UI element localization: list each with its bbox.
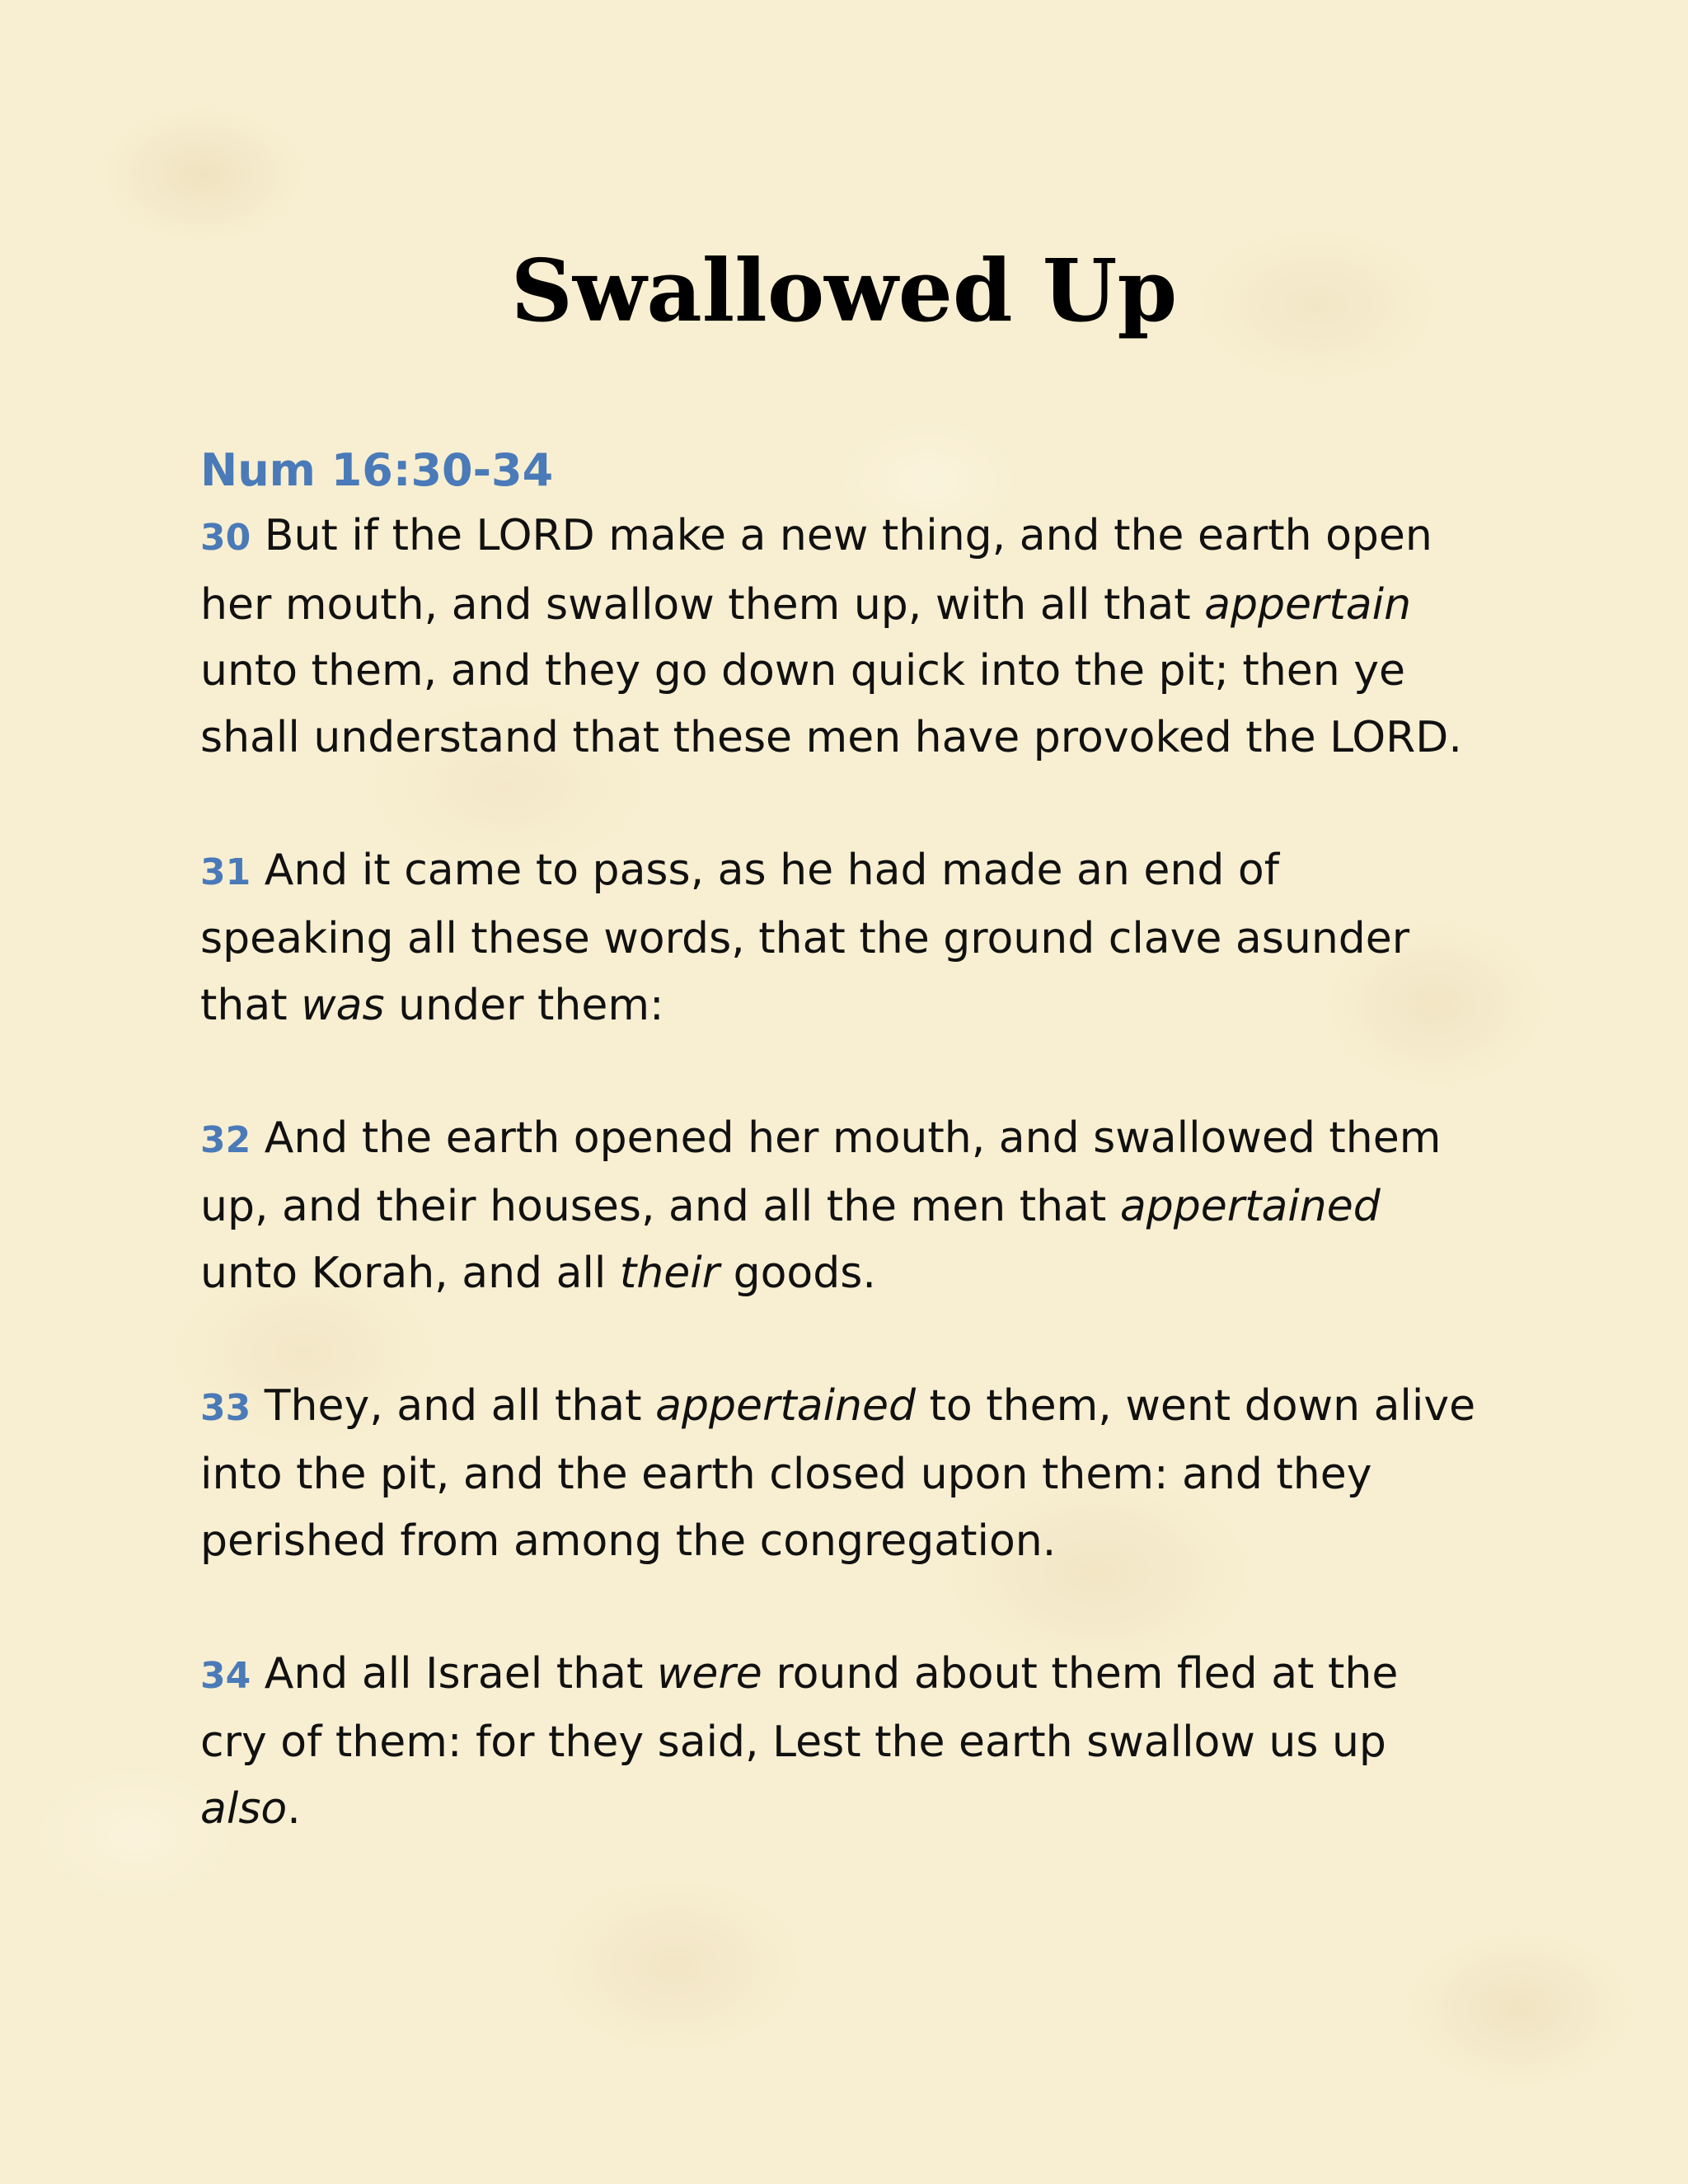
italic-text: their <box>619 1248 720 1298</box>
verse-list <box>200 503 1519 1842</box>
verse-line <box>200 972 1519 1039</box>
verse-text: shall understand that these men have provoked the LORD. <box>200 712 1462 762</box>
verse <box>200 1373 1519 1575</box>
verse-text: to them, went down alive <box>916 1380 1476 1431</box>
verse-text: cry of them: for they said, Lest the earth swallow us up <box>200 1718 1386 1767</box>
verse-text: up, and their houses, and all the men that <box>200 1182 1120 1231</box>
verse-number: 33 <box>200 1386 251 1429</box>
verse-number: 30 <box>200 517 251 559</box>
verse-text: And it came to pass, as he had made an end of <box>251 845 1280 895</box>
verse-text: And all Israel that <box>251 1648 657 1699</box>
verse-line <box>200 1105 1519 1174</box>
verse-number: 31 <box>200 851 251 893</box>
verse-line <box>200 705 1519 771</box>
verse-text: They, and all that <box>251 1380 656 1431</box>
page-title: Swallowed Up <box>510 240 1178 341</box>
italic-text: also <box>200 1783 288 1834</box>
verse-line <box>200 837 1519 907</box>
italic-text: appertained <box>655 1380 917 1431</box>
italic-text: appertained <box>1119 1182 1381 1231</box>
verse-text: . <box>287 1783 301 1834</box>
verse <box>200 1105 1519 1307</box>
verse-line <box>200 638 1519 705</box>
scripture-reference: Num 16:30-34 <box>200 444 554 496</box>
verse-text: unto them, and they go down quick into the pit; then ye <box>200 646 1406 696</box>
verse-text: goods. <box>720 1248 876 1298</box>
verse-number: 34 <box>200 1654 251 1697</box>
scripture-passage <box>200 438 1519 1909</box>
verse-line <box>200 1508 1519 1575</box>
verse-text: that <box>200 980 302 1030</box>
verse-number: 32 <box>200 1118 251 1161</box>
verse-line <box>200 1641 1519 1710</box>
verse-line <box>200 572 1519 639</box>
verse-line <box>200 1441 1519 1508</box>
verse-text: into the pit, and the earth closed upon them: and they <box>200 1450 1372 1499</box>
verse-text: her mouth, and swallow them up, with all that <box>200 579 1205 630</box>
verse <box>200 837 1519 1039</box>
italic-text: was <box>301 980 385 1030</box>
italic-text: were <box>656 1648 762 1699</box>
italic-text: appertain <box>1204 579 1412 630</box>
verse-text: speaking all these words, that the ground clave asunder <box>200 914 1410 963</box>
verse-line <box>200 503 1519 572</box>
verse-line <box>200 1709 1519 1776</box>
verse-text: And the earth opened her mouth, and swallowed them <box>251 1113 1442 1163</box>
verse <box>200 503 1519 771</box>
verse-text: round about them fled at the <box>762 1648 1399 1699</box>
verse-line <box>200 1174 1519 1240</box>
verse-text: But if the LORD make a new thing, and the earth open <box>251 511 1432 560</box>
verse-text: under them: <box>384 980 664 1030</box>
verse-text: perished from among the congregation. <box>200 1516 1057 1566</box>
verse-text: unto Korah, and all <box>200 1248 620 1298</box>
verse-line <box>200 906 1519 972</box>
verse <box>200 1641 1519 1843</box>
verse-line <box>200 1373 1519 1442</box>
verse-line <box>200 1776 1519 1843</box>
verse-line <box>200 1240 1519 1307</box>
